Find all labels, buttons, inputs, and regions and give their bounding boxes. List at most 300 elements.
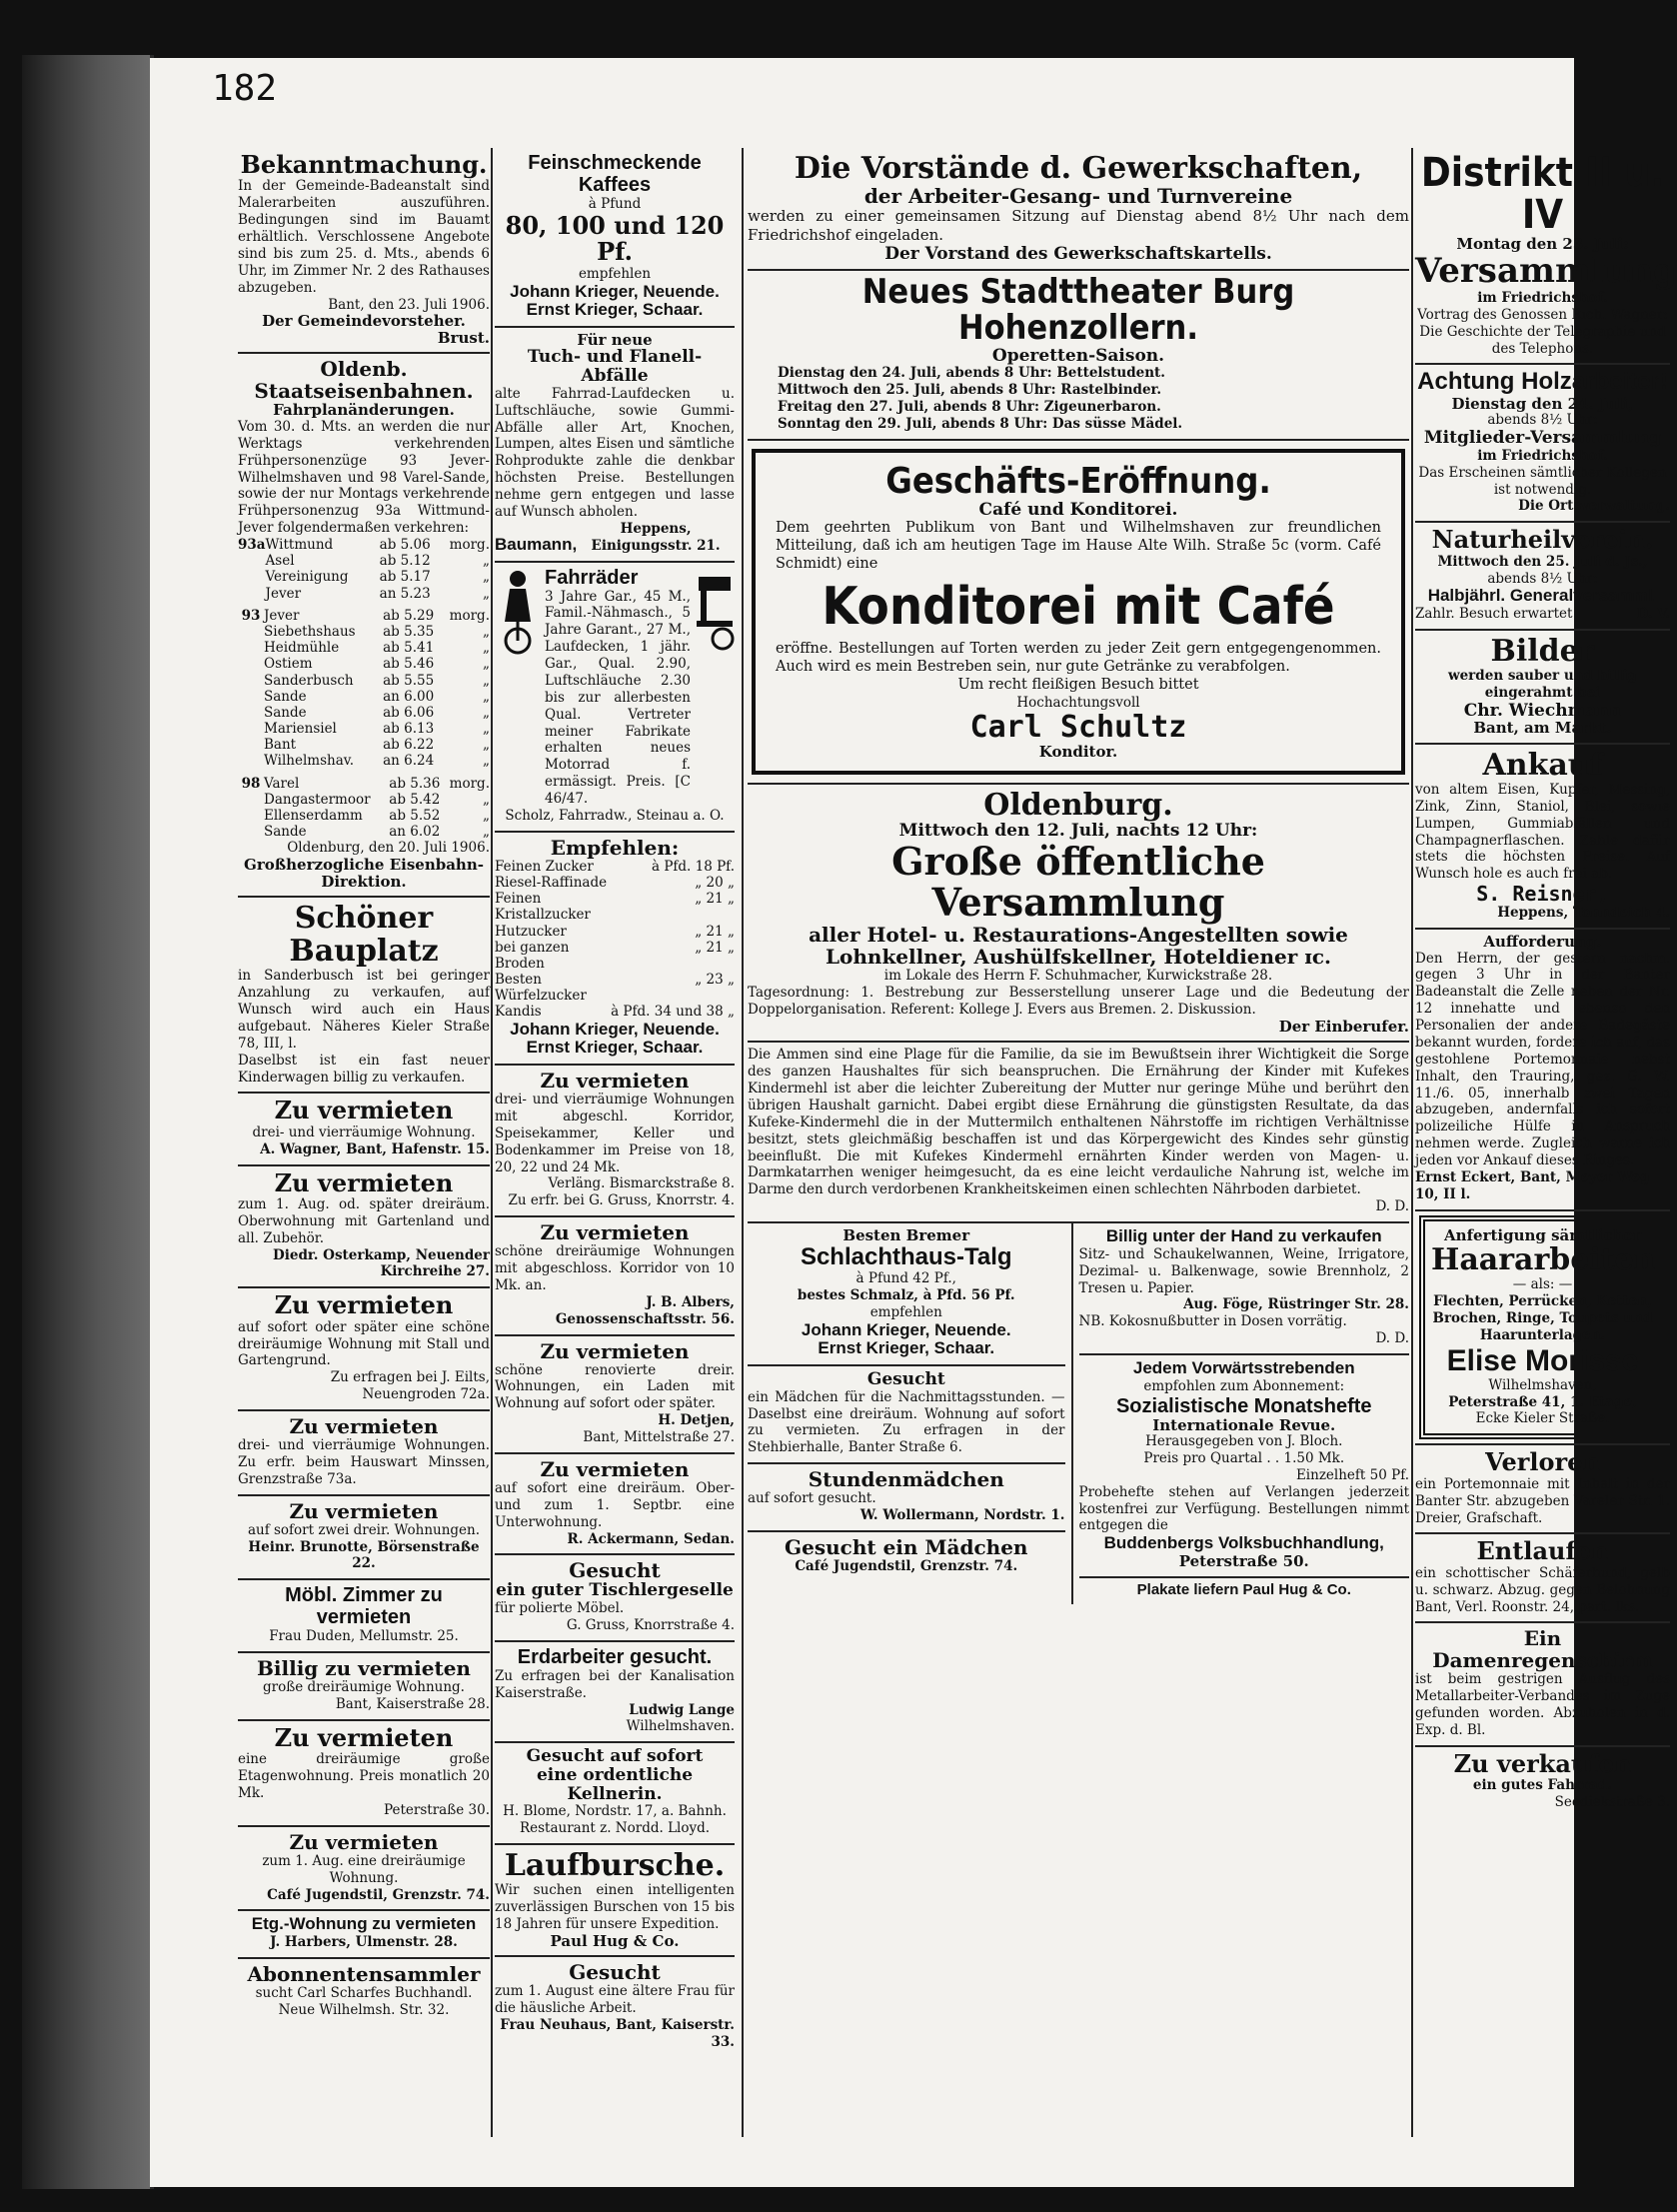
timetable-row	[238, 824, 490, 840]
ad-plakate	[1079, 1578, 1409, 1605]
time-note: „	[483, 704, 490, 721]
ad-address: Frau Duden, Mellumstr. 25.	[269, 1628, 459, 1645]
ad-date: Bant, den 23. Juli 1906.	[328, 296, 490, 313]
ad-title: Schöner Bauplatz	[289, 901, 439, 970]
ad-bauplatz	[238, 898, 490, 1094]
ad-title: Ein Damenregenschirm	[1432, 1626, 1653, 1673]
merchant-name: Ernst Krieger, Schaar.	[526, 300, 704, 320]
ad-title: Verloren	[1485, 1447, 1600, 1477]
ad-body: Um recht fleißigen Besuch bittet	[957, 677, 1199, 694]
ad-title: Ankauf	[1482, 747, 1603, 783]
ad-body: — als: —	[1512, 1276, 1573, 1293]
ad-erdarbeiter	[495, 1642, 735, 1744]
ad-fahrraeder	[495, 563, 735, 833]
ad-body: schöne renovierte dreir. Wohnungen, ein Laden mit Wohnung auf sofort oder später.	[495, 1361, 735, 1412]
ad-title: Zu vermieten	[274, 1722, 454, 1752]
price-row	[495, 875, 735, 891]
station-name: Wilhelmshav.	[264, 753, 355, 770]
ad-title: Billig unter der Hand zu verkaufen	[1105, 1226, 1382, 1246]
ad-address: J. B. Albers, Genossenschaftsstr. 56.	[555, 1293, 735, 1327]
train-number	[238, 656, 264, 672]
timetable-row	[238, 553, 490, 569]
ad-body: empfehlen	[869, 1303, 942, 1320]
ad-body: von altem Eisen, Kupfer, Messing, Zink, Zinn, Staniol, Blei, sowie Lumpen, Gummiabfällen und Champagnerflaschen. Zahle dafür stets die höchsten Preise. Auf Wunsch hole es auch frei ab.	[1415, 781, 1670, 883]
time-note: „	[483, 808, 490, 825]
ad-title: Bilder	[1490, 634, 1595, 670]
ad-title: Zu vermieten	[274, 1167, 454, 1197]
ad-body: Herausgegeben von J. Bloch.	[1145, 1433, 1343, 1450]
ad-address: Heppens, Einigungsstr. 21.	[591, 520, 721, 554]
ad-title: Laufbursche.	[504, 1848, 726, 1884]
train-number	[238, 569, 266, 585]
product-price: à Pfd. 34 und 38 „	[611, 1004, 735, 1021]
time-note: morg.	[449, 775, 490, 792]
station-name: Ellenserdamm	[264, 808, 363, 825]
time-note: „	[483, 656, 490, 673]
product-name: Kandis	[495, 1004, 542, 1021]
ad-vermieten	[495, 1454, 735, 1556]
ad-time: abends 8½ Uhr:	[1487, 570, 1598, 587]
train-number	[238, 737, 264, 753]
train-number	[238, 673, 264, 689]
ad-title: Oldenburg.	[983, 787, 1173, 823]
price-row	[495, 891, 735, 923]
ad-vermieten	[495, 1217, 735, 1335]
station-name: Sande	[264, 824, 307, 841]
ad-vermieten	[495, 1066, 735, 1217]
station-name: Sande	[264, 688, 307, 705]
ad-address: Seediekstraße 3.	[1554, 1794, 1670, 1811]
price-row	[495, 972, 735, 1004]
ad-title: Zu vermieten	[274, 1290, 454, 1320]
ad-moebl-zimmer	[238, 1580, 490, 1653]
price-table	[495, 859, 735, 1021]
ad-address: Peterstraße 50.	[1178, 1552, 1309, 1571]
departure-time: ab 5.36	[389, 775, 441, 792]
ad-signer: D. V.	[1636, 606, 1670, 623]
ad-body: Vortrag des Genossen Rich. Wagner: Die Geschichte der Telegraphie und des Telephons.	[1417, 306, 1668, 357]
time-note: „	[483, 569, 490, 586]
station-name: Heidmühle	[264, 640, 340, 657]
timetable-row	[238, 792, 490, 808]
departure-time: ab 5.12	[379, 553, 431, 570]
price-row	[495, 924, 735, 940]
departure-time: an 6.24	[383, 753, 435, 770]
ad-title: Gesucht ein Mädchen	[785, 1534, 1028, 1559]
ad-address: Ernst Eckert, Bant, Meyer Weg 10, II l.	[1415, 1168, 1650, 1202]
ad-maedchen	[748, 1532, 1065, 1581]
ad-subtitle: Café und Konditorei.	[978, 499, 1178, 520]
ad-subtitle: der Arbeiter-Gesang- und Turnvereine	[863, 184, 1293, 208]
ad-title: Zu vermieten	[540, 1456, 690, 1481]
ad-signer: Der Vorstand des Gewerkschaftskartells.	[884, 243, 1272, 264]
ad-headline: Versammlung	[1415, 250, 1677, 291]
train-number: 93	[241, 607, 261, 624]
ad-railway	[238, 354, 490, 898]
station-name: Wittmund	[265, 537, 334, 554]
train-number	[238, 792, 264, 808]
ad-abfaelle	[495, 328, 735, 563]
cyclist-icon	[495, 567, 541, 657]
ad-body: sucht Carl Scharfes Buchhandl. Neue Wilhelmsh. Str. 32.	[255, 1985, 473, 2018]
ad-address: Zu erfr. bei G. Gruss, Knorrstr. 4.	[508, 1192, 735, 1209]
column-4	[1415, 148, 1677, 2137]
price-row	[495, 1004, 735, 1020]
station-name: Siebethshaus	[264, 623, 356, 640]
ad-zucker	[495, 833, 735, 1066]
time-note: „	[483, 672, 490, 689]
ad-signer: Großherzogliche Eisenbahn-Direktion.	[244, 856, 484, 891]
ad-tischler	[495, 1555, 735, 1641]
column-3	[748, 148, 1409, 2137]
ad-title: Schlachthaus-Talg	[800, 1242, 1012, 1270]
ad-place: im Friedrichshof.	[1477, 289, 1608, 306]
product-price: „ 20 „	[695, 874, 735, 891]
ad-body: auf sofort eine dreiräum. Ober- und zum 1. Septbr. eine Unterwohnung.	[495, 1479, 735, 1530]
ad-prices: 80, 100 und 120 Pf.	[505, 210, 725, 267]
departure-time: ab 5.06	[379, 537, 431, 554]
merchant-name: Johann Krieger, Neuende.	[801, 1319, 1011, 1339]
ad-body: alte Fahrrad-Laufdecken u. Luftschläuche, sowie Gummi-Abfälle aller Art, Knochen, Lumpen, altes Eisen und sämtliche Rohprodukte zahle die denkbar höchsten Preise. Bestellungen nehme gern entgegen und lasse auf Wunsch abholen.	[495, 385, 735, 520]
ad-subtitle: Fahrplanänderungen.	[273, 401, 455, 420]
train-number	[238, 824, 264, 840]
train-number: 98	[241, 775, 261, 792]
product-price: „ 21 „	[695, 939, 735, 956]
ad-vermieten	[238, 1827, 490, 1912]
ad-title: Zu vermieten	[540, 1069, 690, 1094]
ad-address: J. Harbers, Ulmenstr. 28.	[270, 1934, 458, 1951]
ad-vermieten	[238, 1166, 490, 1289]
ad-theater	[748, 271, 1409, 441]
departure-time: an 6.00	[383, 688, 435, 705]
timetable-row	[238, 753, 490, 769]
timetable-row	[238, 721, 490, 737]
ad-ankauf	[1415, 745, 1670, 930]
ad-ammen	[748, 1043, 1409, 1223]
column-1	[238, 148, 490, 2137]
time-note: „	[483, 721, 490, 738]
ad-body: Zahlr. Besuch erwartet	[1415, 606, 1573, 623]
ad-address: Bant, Mittelstraße 27.	[583, 1429, 735, 1446]
ad-signer: D. D.	[1375, 1330, 1409, 1347]
train-number: 93a	[238, 537, 266, 554]
ad-subtitle: Internationale Revue.	[1152, 1415, 1336, 1434]
ad-subtitle: eine ordentliche Kellnerin.	[536, 1765, 694, 1804]
ad-holzarbeiter	[1415, 365, 1670, 523]
time-note: „	[483, 585, 490, 602]
timetable-row	[238, 608, 490, 624]
ad-date: Montag den 23. Juli:	[1456, 235, 1629, 253]
ad-damenregenschirm	[1415, 1623, 1670, 1747]
ad-footer	[1415, 606, 1670, 623]
ad-signer: Die Ortsverwaltung.	[1518, 498, 1670, 515]
ad-body: ein schottischer Schäferhund, gelb u. schwarz. Abzug. gegen Belohnung Bant, Verl. Roonstr. 24, part. lks.	[1415, 1564, 1670, 1615]
cafe-frame	[752, 449, 1405, 775]
merchant-name: Johann Krieger, Neuende.	[510, 1019, 720, 1039]
ad-address: R. Ackermann, Sedan.	[567, 1530, 735, 1547]
ad-aufforderung	[1415, 930, 1670, 1211]
column-rule	[491, 148, 493, 2137]
ad-address: Scholz, Fahrradw., Steinau a. O.	[505, 807, 725, 824]
ad-address: A. Wagner, Bant, Hafenstr. 15.	[260, 1140, 490, 1157]
departure-time: ab 5.42	[389, 791, 441, 808]
train-number	[238, 689, 264, 705]
ad-address: Aug. Föge, Rüstringer Str. 28.	[1183, 1296, 1409, 1313]
ad-abonnentensammler	[238, 1959, 490, 2025]
departure-time: ab 5.55	[383, 672, 435, 689]
ad-address: Diedr. Osterkamp, Neuender Kirchreihe 27.	[273, 1246, 490, 1280]
ad-title: Stundenmädchen	[808, 1467, 1004, 1492]
merchant-name: S. Reisner,	[1476, 882, 1609, 907]
ad-address: W. Wollermann, Nordstr. 1.	[859, 1507, 1065, 1524]
ad-vermieten	[238, 1288, 490, 1411]
product-price: à Pfd. 18 Pf.	[651, 858, 735, 875]
timetable-row	[238, 537, 490, 553]
ad-price: Preis pro Quartal . . 1.50 Mk.	[1143, 1449, 1345, 1466]
ad-body: zum 1. Aug. od. später dreiräum. Oberwohnung mit Gartenland und all. Zubehör.	[238, 1195, 490, 1246]
schedule-row: Sonntag den 29. Juli, abends 8 Uhr: Das süsse Mädel.	[778, 415, 1183, 432]
ad-title: Gesucht	[866, 1369, 945, 1389]
ad-address: Ecke Kieler Straße.	[1475, 1410, 1610, 1427]
ad-date: Mittwoch den 12. Juli, nachts 12 Uhr:	[898, 820, 1258, 841]
ad-bilder	[1415, 631, 1670, 745]
ad-title: Zu vermieten	[289, 1414, 439, 1439]
train-number	[238, 753, 264, 769]
ad-time: abends 8½ Uhr:	[1487, 412, 1598, 429]
departure-time: ab 5.17	[379, 569, 431, 586]
timetable-93a	[238, 537, 490, 602]
ad-entlaufen	[1415, 1534, 1670, 1623]
ad-body: drei- und vierräumige Wohnungen mit abgeschl. Korridor, Speisekammer, Keller und Bodenkammer im Preise von 18, 20, 22 und 24 Mk.	[495, 1092, 735, 1175]
ad-kaffees	[495, 148, 735, 328]
product-name: bei ganzen Broden	[495, 939, 570, 972]
ad-signer-name: Brust.	[437, 328, 490, 347]
ad-body: Vom 30. d. Mts. an werden die nur Werktags verkehrenden Frühpersonenzüge 93 Jever-Wilhelmshaven und 98 Varel-Sande, sowie der nur Montags verkehrende Frühpersonenzug 93a Wittmund-Jever folgendermaßen verkehren:	[238, 418, 490, 537]
ad-title: Neues Stadttheater Burg Hohenzollern.	[861, 272, 1295, 348]
train-number	[238, 624, 264, 640]
book-spine	[22, 55, 154, 2189]
train-number	[238, 808, 264, 824]
ad-verloren	[1415, 1445, 1670, 1534]
ad-title: Aufforderung.	[1483, 933, 1602, 952]
timetable-row	[238, 673, 490, 689]
ad-address: Wilhelmshaven.	[626, 1718, 735, 1735]
timetable-row	[238, 640, 490, 656]
ad-verkaufen	[1415, 1747, 1670, 1817]
ad-cafe	[748, 449, 1409, 785]
departure-time: ab 5.52	[389, 808, 441, 825]
ad-address: Verläng. Bismarckstraße 8.	[548, 1175, 735, 1192]
ad-body: drei- und vierräumige Wohnungen. Zu erfr. beim Hauswart Minssen, Grenzstraße 73a.	[238, 1437, 490, 1487]
ad-billig	[238, 1653, 490, 1721]
station-name: Sanderbusch	[264, 672, 354, 689]
ad-body: empfehlen	[578, 265, 652, 282]
timetable-98	[238, 776, 490, 841]
train-number	[238, 705, 264, 721]
ad-title: Zu vermieten	[540, 1220, 690, 1245]
ad-headline: Konditorei mit Café	[822, 576, 1335, 637]
ad-title: Bekanntmachung.	[240, 150, 488, 179]
ad-vorstaende	[748, 148, 1409, 271]
departure-time: an 6.02	[389, 824, 441, 841]
ad-body: für polierte Möbel.	[495, 1600, 625, 1617]
ad-date: Dienstag den 24. Juli,	[1451, 394, 1634, 413]
ad-title: Tuch- und Flanell-Abfälle	[527, 347, 703, 387]
ad-body: große dreiräumige Wohnung.	[263, 1679, 465, 1696]
ad-pretitle: Besten Bremer	[842, 1226, 970, 1245]
ad-body: In der Gemeinde-Badeanstalt sind Malerarbeiten auszuführen. Bedingungen sind im Bauamt erhältlich. Verschlossene Angebote sind bis zum 25. d. Mts., abends 6 Uhr, im Zimmer Nr. 2 des Rathauses abzugeben.	[238, 178, 490, 296]
ad-signer: D. D.	[1375, 1198, 1409, 1215]
ad-body: Zu erfragen bei der Kanalisation Kaiserstraße.	[495, 1667, 735, 1701]
ad-body: Flechten, Perrücken, Ketten, Brochen, Ringe, Toupets und Haarunterlagen.	[1432, 1293, 1653, 1343]
ad-vermieten	[238, 1094, 490, 1165]
train-number	[238, 553, 266, 569]
ad-title: Distrikt II u. IV	[1420, 150, 1665, 238]
price-row	[495, 940, 735, 972]
departure-time: an 5.23	[379, 585, 431, 602]
newspaper-page	[150, 58, 1677, 2187]
column-rule	[742, 148, 744, 2137]
ad-title: Gesucht	[569, 1960, 661, 1985]
ad-title: Zu verkaufen	[1453, 1748, 1632, 1778]
ad-headline: Halbjährl. Generalversamml.	[1427, 586, 1658, 606]
ad-title: Entlaufen	[1476, 1536, 1609, 1566]
ad-vermieten	[238, 1411, 490, 1496]
ad-body: drei- und vierräumige Wohnung.	[252, 1123, 476, 1140]
time-note: „	[483, 753, 490, 770]
ad-headline: Sozialistische Monatshefte	[1115, 1394, 1372, 1417]
ad-body: auf sofort zwei dreir. Wohnungen.	[247, 1521, 481, 1538]
ad-address: Heinr. Brunotte, Börsenstraße 22.	[248, 1538, 480, 1572]
ad-address: Peterstraße 41, 1. Etage,	[1448, 1393, 1637, 1410]
station-name: Sande	[264, 704, 307, 721]
ad-name: Ludwig Lange	[629, 1701, 735, 1718]
ad-body: zum 1. Aug. eine dreiräumige Wohnung.	[262, 1852, 466, 1886]
ad-closing: Hochachtungsvoll	[1016, 694, 1140, 711]
time-note: morg.	[449, 537, 490, 554]
ad-title: Feinschmeckende Kaffees	[528, 152, 702, 196]
ad-body: Probehefte stehen auf Verlangen jederzeit kostenfrei zur Verfügung. Bestellungen nimmt entgegen die	[1078, 1483, 1409, 1534]
ad-subtitle: ein guter Tischlergeselle	[496, 1580, 734, 1601]
ad-body: Sitz- und Schaukelwannen, Weine, Irrigatore, Dezimal- u. Balkenwage, sowie Brennholz, 2 Tresen u. Papier.	[1078, 1245, 1409, 1296]
station-name: Vereinigung	[265, 569, 349, 586]
ad-body: zum 1. August eine ältere Frau für die häusliche Arbeit.	[495, 1983, 735, 2017]
merchant-name: Buddenbergs Volksbuchhandlung,	[1103, 1533, 1384, 1553]
ad-title: Erdarbeiter gesucht.	[517, 1645, 713, 1668]
departure-time: ab 6.06	[383, 704, 435, 721]
ad-body: Wir suchen einen intelligenten zuverlässigen Burschen von 15 bis 18 Jahren für unsere Expedition.	[495, 1882, 735, 1932]
ad-address: Café Jugendstil, Grenzstr. 74.	[267, 1886, 490, 1903]
ad-headline: Große öffentliche Versammlung	[891, 838, 1265, 926]
train-number	[238, 721, 264, 737]
time-note: „	[483, 640, 490, 657]
train-number	[238, 640, 264, 656]
ad-body: eröffne. Bestellungen auf Torten werden zu jeder Zeit gern entgegengenommen. Auch wird es mein Bestreben sein, nur gute Getränke zu verabfolgen.	[776, 641, 1381, 676]
ad-body: ein Portemonnaie mit Inhalt in der Banter Str. abzugeben Vareler Str. 1. Dreier, Grafschaft.	[1415, 1475, 1670, 1526]
time-note: morg.	[449, 607, 490, 624]
ad-talg	[748, 1223, 1065, 1366]
time-note: „	[483, 688, 490, 705]
timetable-row	[238, 624, 490, 640]
ad-subtitle: Operetten-Saison.	[991, 345, 1165, 366]
timetable-row	[238, 586, 490, 602]
ad-maedchen	[748, 1366, 1065, 1464]
product-name: Feinen Zucker	[495, 858, 594, 875]
ad-etagenwohnung	[238, 1911, 490, 1959]
ad-title: Gesucht	[569, 1558, 661, 1583]
ad-title: Zu vermieten	[289, 1498, 439, 1523]
timetable-row	[238, 776, 490, 792]
timetable-row	[238, 689, 490, 705]
timetable-row	[238, 737, 490, 753]
ad-body: eine dreiräumige große Etagenwohnung. Preis monatlich 20 Mk.	[238, 1751, 490, 1802]
ad-place: im Friedrichshof.	[1477, 447, 1608, 464]
ad-title: Achtung Holzarbeiter!	[1417, 368, 1668, 396]
ad-price: bestes Schmalz, à Pfd. 56 Pf.	[797, 1286, 1015, 1303]
ad-pretitle: Anfertigung sämtlicher	[1444, 1225, 1641, 1244]
departure-time: ab 6.22	[383, 737, 435, 754]
ad-address: Heppens, Tonndeich 4.	[1497, 905, 1670, 922]
ad-subtitle: aller Hotel- u. Restaurations-Angestellten sowie Lohnkellner, Aushülfskellner, Hoteldiener ɪc.	[809, 923, 1348, 970]
col3-left	[748, 1223, 1073, 1604]
timetable-93	[238, 608, 490, 770]
ad-signer-role: Konditor.	[1038, 743, 1118, 762]
ad-body: Die Ammen sind eine Plage für die Familie, da sie im Bewußtsein ihrer Wichtigkeit die Sorge des ganzen Haushaltes für sich beanspruchen. Die Ernährung der Kinder mit Kufekes Kindermehl ist aber die leichter Zubereitung der Mutter nur geringe Mühe und berührt den übrigen Haushalt garnicht. Dabei ergibt diese Ernährung die günstigsten Resultate, da das Kufeke-Kindermehl die in der Muttermilch enthaltenen Nährstoffe im richtigen Verhältnisse besitzt, stets gleichmäßig beschaffen ist und das Körpergewicht des Kindes sehr günstig beeinflußt. Die mit Kufekes Kindermehl ernährten Kinder werden von Magen- u. Darmkatarrhen weniger heimgesucht, da es eine leicht verdauliche Nahrung ist, welche im Darme den durch verdorbenen Krankheitskeimen einen schlechten Nährboden darbietet.	[748, 1047, 1409, 1198]
station-name: Dangastermoor	[264, 791, 371, 808]
ad-title: Gesucht auf sofort	[526, 1746, 704, 1767]
ad-body: ein Mädchen für die Nachmittagsstunden. — Daselbst eine dreiräum. Wohnung auf sofort zu vermieten. Zu erfragen in der Stehbierhalle, Banter Straße 6.	[748, 1388, 1065, 1456]
ad-vermieten	[238, 1721, 490, 1827]
ad-signer: Der Einberufer.	[1278, 1017, 1409, 1036]
ad-body: auf sofort gesucht.	[748, 1490, 876, 1507]
ad-subtitle: empfohlen zum Abonnement:	[1143, 1377, 1345, 1394]
time-note: „	[483, 623, 490, 640]
ad-address: Peterstraße 30.	[384, 1801, 490, 1818]
price-row	[495, 859, 735, 875]
ad-vermieten	[238, 1496, 490, 1581]
departure-time: ab 5.29	[383, 607, 435, 624]
ad-title: Plakate liefern Paul Hug & Co.	[1136, 1580, 1351, 1598]
ad-body: ist beim gestrigen Ausflug des Metallarbeiter-Verbandes im Zuge gefunden worden. Abzuholen in d. Exp. d. Bl.	[1415, 1671, 1670, 1739]
product-name: Riesel-Raffinade	[495, 874, 608, 891]
ad-body: werden sauber und billig eingerahmt bei	[1447, 668, 1638, 701]
ad-title: Geschäfts-Eröffnung.	[885, 460, 1271, 502]
ad-address: Bant, Kaiserstraße 28.	[335, 1696, 490, 1713]
col3-right	[1073, 1223, 1409, 1604]
time-note: „	[483, 791, 490, 808]
train-number	[238, 586, 266, 602]
ad-body: 3 Jahre Gar., 45 M., Famil.-Nähmasch., 5 Jahre Garant., 27 M., Laufdecken, 1 jähr. Gar., Qual. 2.90, Luftschläuche 2.30 bis zur allerbesten Qual. Vertreter meiner Fabrikate erhalten neues Motorrad f. ermässigt. Preis. [C 46/47.	[545, 588, 691, 808]
merchant-name: Baumann,	[495, 534, 578, 554]
sewing-machine-icon	[695, 567, 735, 657]
ad-billig-verkaufen	[1079, 1223, 1409, 1355]
schedule-row: Mittwoch den 25. Juli, abends 8 Uhr: Rastelbinder.	[778, 382, 1162, 399]
ad-title: Zu vermieten	[274, 1096, 454, 1125]
product-name: Hutzucker	[495, 923, 567, 940]
ad-address: Frau Neuhaus, Bant, Kaiserstr. 33.	[500, 2017, 735, 2050]
ad-haararbeiten	[1415, 1215, 1670, 1446]
ad-body: Tagesordnung: 1. Bestrebung zur Besserstellung unserer Lage und die Bedeutung der Doppelorganisation. Referent: Kollege J. Evers aus Bremen. 2. Diskussion.	[748, 985, 1409, 1018]
timetable-row	[238, 656, 490, 672]
ad-address: Café Jugendstil, Grenzstr. 74.	[795, 1557, 1018, 1574]
ad-bekanntmachung	[238, 148, 490, 354]
ad-title: Jedem Vorwärtsstrebenden	[1132, 1358, 1355, 1378]
station-name: Varel	[264, 775, 300, 792]
ad-title: Fahrräder	[545, 566, 639, 589]
ad-city: Wilhelmshaven,	[1488, 1376, 1597, 1393]
product-price: „ 21 „	[695, 923, 735, 940]
ad-address: Bant, am Markt.	[1473, 719, 1612, 738]
